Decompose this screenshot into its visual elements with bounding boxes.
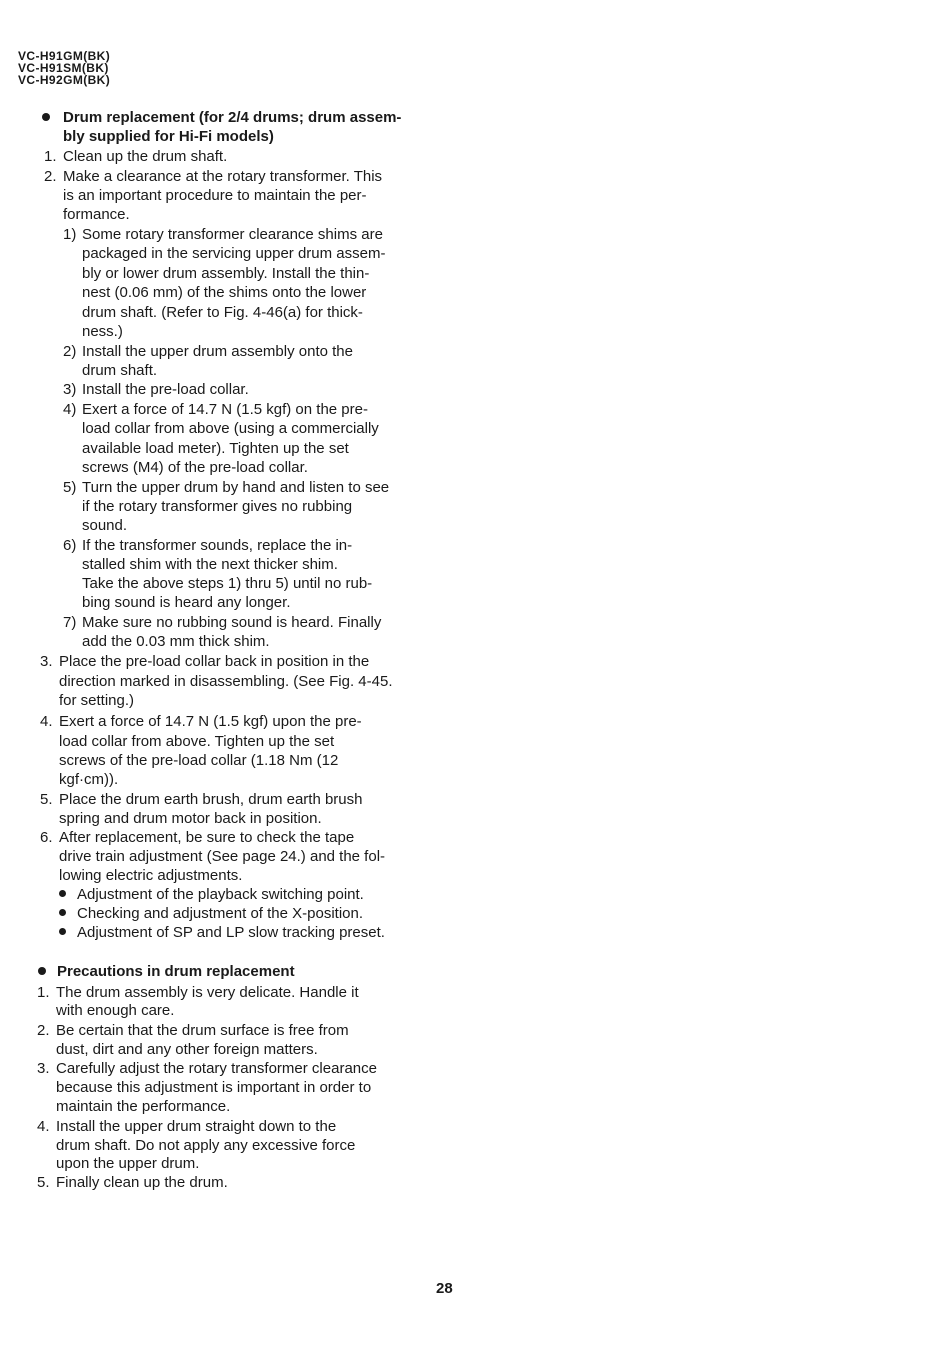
substep-text: Some rotary transformer clearance shims are [82, 226, 383, 243]
substep-text: bly or lower drum assembly. Install the thin- [82, 265, 370, 282]
section-heading: Precautions in drum replacement [57, 963, 295, 980]
model-code: VC-H92GM(BK) [18, 73, 111, 87]
substep-text: bing sound is heard any longer. [82, 594, 291, 611]
step-text: Place the pre-load collar back in position in the [59, 653, 370, 670]
substep-number: 4) [63, 401, 77, 418]
substep-number: 1) [63, 226, 77, 243]
step-text: direction marked in disassembling. (See Fig. 4-45. [59, 673, 393, 690]
step-text: Exert a force of 14.7 N (1.5 kgf) upon the pre- [59, 713, 362, 730]
substep-text: Install the upper drum assembly onto the [82, 343, 353, 360]
step-text: load collar from above. Tighten up the set [59, 733, 335, 750]
check-item: Adjustment of the playback switching point. [77, 886, 364, 903]
section-heading: bly supplied for Hi-Fi models) [63, 128, 274, 145]
step-text: After replacement, be sure to check the tape [59, 829, 355, 846]
bullet-icon [59, 928, 66, 935]
substep-text: Take the above steps 1) thru 5) until no rub- [82, 575, 373, 592]
step-text: Place the drum earth brush, drum earth brush [59, 791, 363, 808]
step-text: formance. [63, 206, 130, 223]
substep-text: If the transformer sounds, replace the in- [82, 537, 353, 554]
substep-text: Install the pre-load collar. [82, 381, 249, 398]
model-code: VC-H91GM(BK) [18, 49, 111, 63]
bullet-icon [42, 113, 50, 121]
substep-text: Make sure no rubbing sound is heard. Finally [82, 614, 382, 631]
step-text: drum shaft. Do not apply any excessive force [56, 1137, 356, 1154]
substep-number: 6) [63, 537, 77, 554]
substep-number: 5) [63, 479, 77, 496]
substep-text: Exert a force of 14.7 N (1.5 kgf) on the pre- [82, 401, 368, 418]
substep-text: drum shaft. (Refer to Fig. 4-46(a) for thick- [82, 304, 363, 321]
step-text: screws of the pre-load collar (1.18 Nm (12 [59, 752, 339, 769]
step-text: Clean up the drum shaft. [63, 148, 228, 165]
step-number: 6. [40, 829, 53, 846]
bullet-icon [59, 909, 66, 916]
model-codes [18, 50, 110, 86]
step-text: Be certain that the drum surface is free from [56, 1022, 349, 1039]
step-number: 3. [40, 653, 53, 670]
substep-text: stalled shim with the next thicker shim. [82, 556, 338, 573]
step-number: 3. [37, 1060, 50, 1077]
step-number: 1. [37, 984, 50, 1001]
step-text: maintain the performance. [56, 1098, 231, 1115]
substep-text: screws (M4) of the pre-load collar. [82, 459, 308, 476]
substep-text: ness.) [82, 323, 123, 340]
step-text: with enough care. [56, 1002, 175, 1019]
step-text: Finally clean up the drum. [56, 1174, 228, 1191]
substep-number: 2) [63, 343, 77, 360]
substep-text: add the 0.03 mm thick shim. [82, 633, 270, 650]
step-number: 4. [37, 1118, 50, 1135]
bullet-icon [59, 890, 66, 897]
step-text: drive train adjustment (See page 24.) and the fol- [59, 848, 386, 865]
step-text: spring and drum motor back in position. [59, 810, 322, 827]
step-number: 5. [40, 791, 53, 808]
step-number: 5. [37, 1174, 50, 1191]
step-text: lowing electric adjustments. [59, 867, 243, 884]
check-item: Checking and adjustment of the X-position. [77, 905, 364, 922]
step-number: 4. [40, 713, 53, 730]
model-code: VC-H91SM(BK) [18, 61, 109, 75]
check-item: Adjustment of SP and LP slow tracking preset. [77, 924, 385, 941]
step-number: 2. [37, 1022, 50, 1039]
step-text: kgf·cm)). [59, 771, 119, 788]
step-text: Install the upper drum straight down to the [56, 1118, 337, 1135]
step-text: dust, dirt and any other foreign matters. [56, 1041, 318, 1058]
step-text: for setting.) [59, 692, 135, 709]
page-number: 28 [436, 1280, 453, 1297]
substep-text: Turn the upper drum by hand and listen to see [82, 479, 390, 496]
substep-text: sound. [82, 517, 128, 534]
step-number: 1. [44, 148, 57, 165]
substep-text: packaged in the servicing upper drum assem- [82, 245, 386, 262]
substep-number: 7) [63, 614, 77, 631]
step-text: Carefully adjust the rotary transformer clearance [56, 1060, 377, 1077]
substep-text: if the rotary transformer gives no rubbing [82, 498, 353, 515]
substep-text: load collar from above (using a commercially [82, 420, 379, 437]
step-text: upon the upper drum. [56, 1155, 200, 1172]
step-number: 2. [44, 168, 57, 185]
step-text: because this adjustment is important in order to [56, 1079, 372, 1096]
step-text: The drum assembly is very delicate. Handle it [56, 984, 359, 1001]
section-heading: Drum replacement (for 2/4 drums; drum assem- [63, 109, 402, 126]
substep-number: 3) [63, 381, 77, 398]
step-text: Make a clearance at the rotary transformer. This [63, 168, 383, 185]
substep-text: nest (0.06 mm) of the shims onto the lower [82, 284, 367, 301]
substep-text: available load meter). Tighten up the set [82, 440, 349, 457]
step-text: is an important procedure to maintain the per- [63, 187, 367, 204]
substep-text: drum shaft. [82, 362, 158, 379]
bullet-icon [38, 967, 46, 975]
